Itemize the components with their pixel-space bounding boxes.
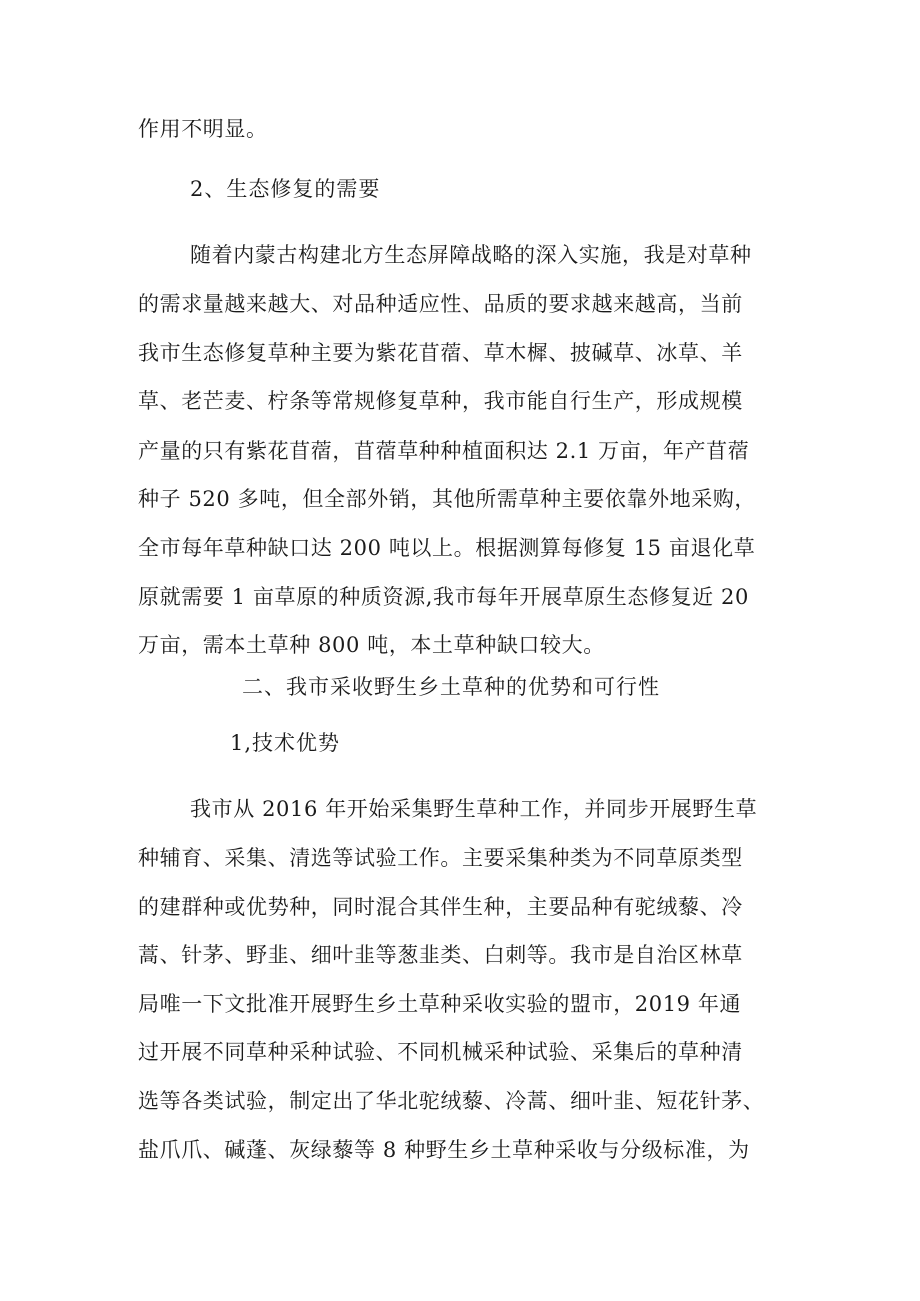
section-heading: 二、我市采收野生乡土草种的优势和可行性 <box>242 675 660 699</box>
paragraph-line: 种子 520 多吨，但全部外销，其他所需草种主要依靠外地采购， <box>138 487 757 511</box>
paragraph-line: 的建群种或优势种，同时混合其伴生种，主要品种有驼绒藜、冷 <box>138 895 743 919</box>
paragraph-line: 我市生态修复草种主要为紫花苜蓿、草木樨、披碱草、冰草、羊 <box>138 341 743 365</box>
paragraph-line: 蒿、针茅、野韭、细叶韭等葱韭类、白刺等。我市是自治区林草 <box>138 943 743 967</box>
section-heading: 2、生态修复的需要 <box>190 177 381 201</box>
paragraph-line: 过开展不同草种采种试验、不同机械采种试验、采集后的草种清 <box>138 1040 743 1064</box>
paragraph-line: 随着内蒙古构建北方生态屏障战略的深入实施，我是对草种 <box>190 243 752 267</box>
paragraph-line: 万亩，需本土草种 800 吨，本土草种缺口较大。 <box>138 633 605 657</box>
paragraph-line: 产量的只有紫花苜蓿，苜蓿草种种植面积达 2.1 万亩，年产苜蓿 <box>138 439 750 463</box>
paragraph-line: 我市从 2016 年开始采集野生草种工作，并同步开展野生草 <box>190 797 758 821</box>
paragraph-line: 选等各类试验，制定出了华北驼绒藜、冷蒿、细叶韭、短花针茅、 <box>138 1089 765 1113</box>
paragraph-line: 原就需要 1 亩草原的种质资源,我市每年开展草原生态修复近 20 <box>138 585 749 609</box>
paragraph-line: 的需求量越来越大、对品种适应性、品质的要求越来越高，当前 <box>138 292 743 316</box>
subsection-heading: 1,技术优势 <box>230 731 341 755</box>
paragraph-line: 作用不明显。 <box>138 117 268 141</box>
paragraph-line: 盐爪爪、碱蓬、灰绿藜等 8 种野生乡土草种采收与分级标准，为 <box>138 1138 750 1162</box>
paragraph-line: 种辅育、采集、清选等试验工作。主要采集种类为不同草原类型 <box>138 846 743 870</box>
paragraph-line: 局唯一下文批准开展野生乡土草种采收实验的盟市，2019 年通 <box>138 992 742 1016</box>
paragraph-line: 全市每年草种缺口达 200 吨以上。根据测算每修复 15 亩退化草 <box>138 536 756 560</box>
paragraph-line: 草、老芒麦、柠条等常规修复草种，我市能自行生产，形成规模 <box>138 389 743 413</box>
